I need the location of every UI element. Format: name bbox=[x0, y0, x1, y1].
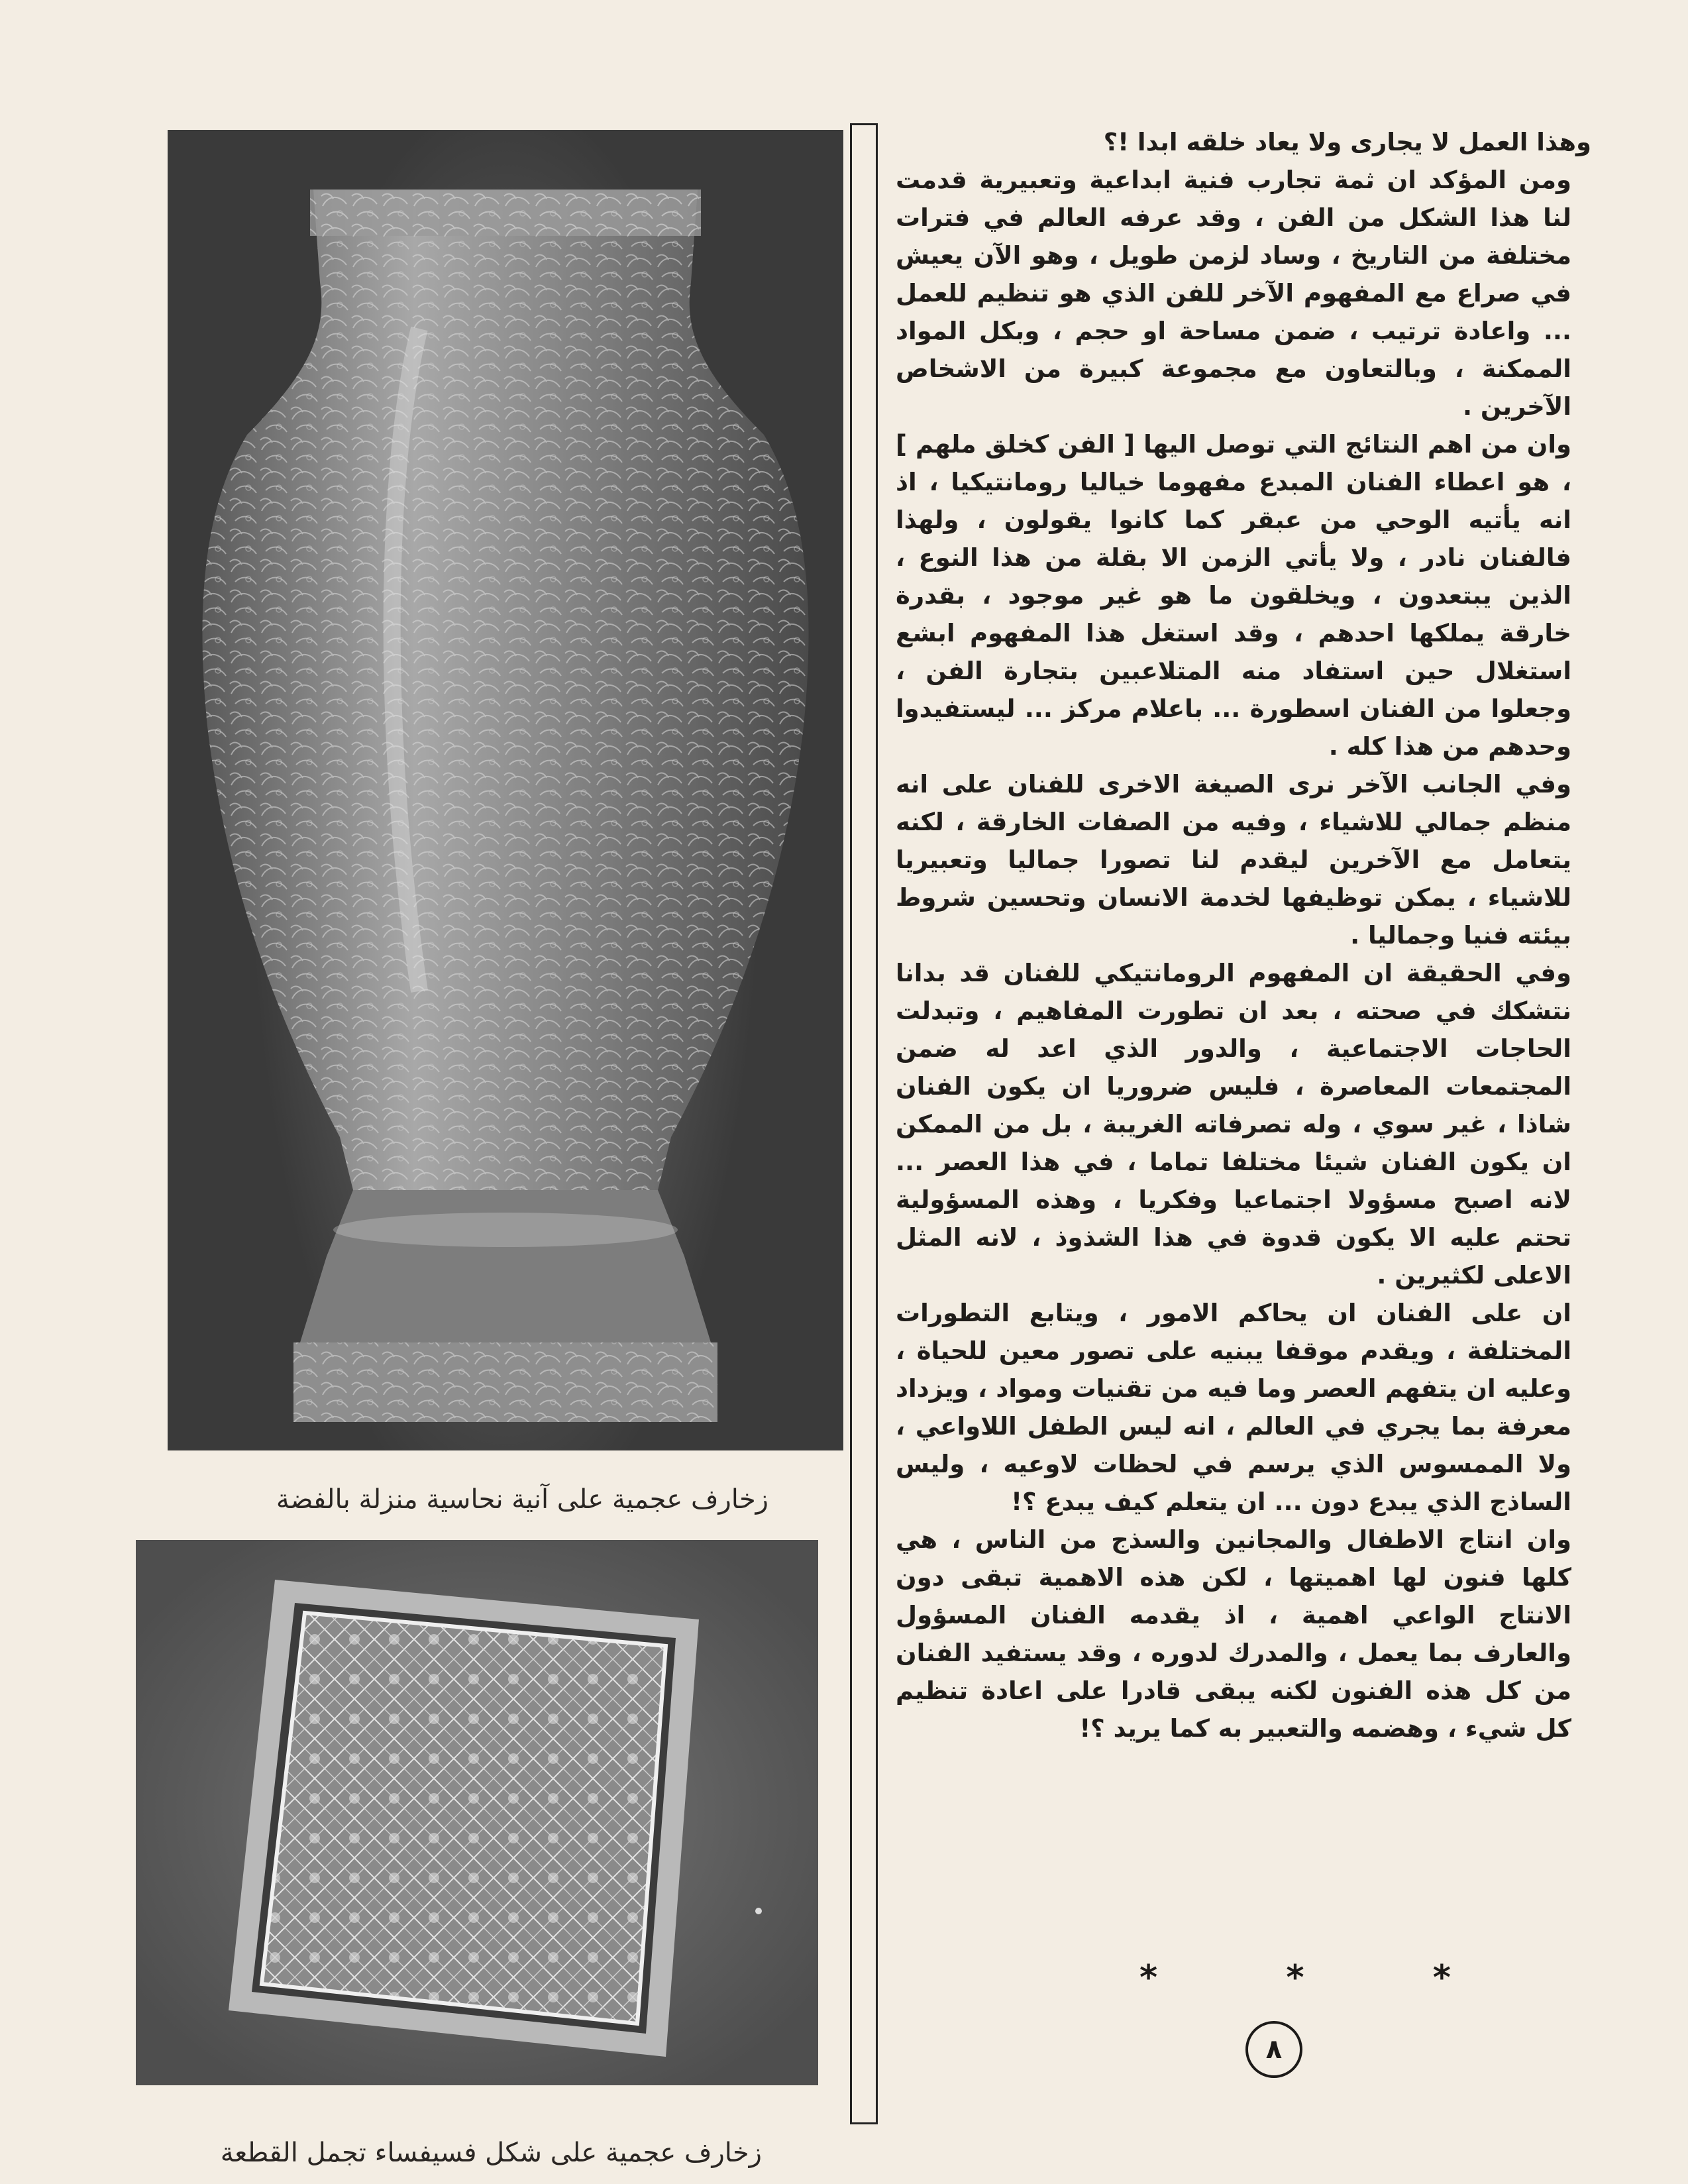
vase-photo bbox=[168, 130, 843, 1450]
page-number: ٨ bbox=[1245, 2021, 1302, 2078]
vase-illustration bbox=[168, 130, 843, 1450]
column-divider bbox=[850, 123, 878, 2124]
article-paragraph: وفي الحقيقة ان المفهوم الرومانتيكي للفنان قد بدانا نتشكك في صحته ، بعد ان تطورت المفاهيم ، وتبدلت الحاجات الاجتماعية ، والدور الذي اعد له ضمن المجتمعات المعاصرة ، فليس ضروريا ان يكون الفنان شاذا ، غير سوي ، وله تصرفاته الغريبة ، بل من الممكن ان يكون الفنان شيئا مختلفا تماما ، في هذا العصر ... لانه اصبح مسؤولا اجتماعيا وفكريا ، وهذه المسؤولية تحتم عليه الا يكون قدوة في هذا الشذوذ ، لانه المثل الاعلى لكثيرين . bbox=[896, 959, 1571, 1289]
article-paragraph: ان على الفنان ان يحاكم الامور ، ويتابع التطورات المختلفة ، ويقدم موقفا يبنيه على تصور معين للحياة ، وعليه ان يتفهم العصر وما فيه من تقنيات ومواد ، ويزداد معرفة بما يجري في العالم ، انه ليس الطفل اللاواعي ، ولا الممسوس الذي يرسم في لحظات لاوعيه ، وليس الساذج الذي يبدع دون ... ان يتعلم كيف يبدع ؟! bbox=[896, 1299, 1571, 1516]
article-paragraph: وهذا العمل لا يجارى ولا يعاد خلقه ابدا !؟ bbox=[1103, 128, 1591, 156]
star-ornament: * bbox=[1286, 1958, 1304, 1998]
star-ornament: * bbox=[1139, 1958, 1158, 1998]
mosaic-box-photo bbox=[136, 1540, 818, 2085]
mosaic-box-caption: زخارف عجمية على شكل فسيفساء تجمل القطعة bbox=[220, 2138, 762, 2168]
mosaic-box-illustration bbox=[136, 1540, 818, 2085]
article-paragraph: وفي الجانب الآخر نرى الصيغة الاخرى للفنان على انه منظم جمالي للاشياء ، وفيه من الصفات الخارقة ، لكنه يتعامل مع الآخرين ليقدم لنا تصورا جماليا وتعبيريا للاشياء ، يمكن توظيفها لخدمة الانسان وتحسين شروط بيئته فنيا وجماليا . bbox=[896, 770, 1571, 950]
article-paragraph: وان انتاج الاطفال والمجانين والسذج من الناس ، هي كلها فنون لها اهميتها ، لكن هذه الاهمية تبقى دون الانتاج الواعي اهمية ، اذ يقدمه الفنان المسؤول والعارف بما يعمل ، والمدرك لدوره ، وقد يستفيد الفنان من كل هذه الفنون لكنه يبقى قادرا على اعادة تنظيم كل شيء ، وهضمه والتعبير به كما يريد ؟! bbox=[896, 1525, 1571, 1743]
article-paragraph: وان من اهم النتائج التي توصل اليها [ الفن كخلق ملهم ] ، هو اعطاء الفنان المبدع مفهوما خياليا رومانتيكيا ، اذ انه يأتيه الوحي من عبقر كما كانوا يقولون ، ولهذا فالفنان نادر ، ولا يأتي الزمن الا بقلة من هذا النوع ، الذين يبتعدون ، ويخلقون ما هو غير موجود ، بقدرة خارقة يملكها احدهم ، وقد استغل هذا المفهوم ابشع استغلال حين استفاد منه المتلاعبين بتجارة الفن ، وجعلوا من الفنان اسطورة ... باعلام مركز ... ليستفيدوا وحدهم من هذا كله . bbox=[896, 430, 1571, 761]
article-paragraph: ومن المؤكد ان ثمة تجارب فنية ابداعية وتعبيرية قدمت لنا هذا الشكل من الفن ، وقد عرفه العالم في فترات مختلفة من التاريخ ، وساد لزمن طويل ، وهو الآن يعيش في صراع مع المفهوم الآخر للفن الذي هو تنظيم للعمل ... واعادة ترتيب ، ضمن مساحة او حجم ، وبكل المواد الممكنة ، وبالتعاون مع مجموعة كبيرة من الاشخاص الآخرين . bbox=[896, 166, 1571, 421]
star-ornament: * bbox=[1432, 1958, 1451, 1998]
vase-caption: زخارف عجمية على آنية نحاسية منزلة بالفضة bbox=[276, 1484, 768, 1515]
section-end-stars bbox=[1139, 1958, 1451, 1998]
article-body bbox=[896, 123, 1591, 1747]
